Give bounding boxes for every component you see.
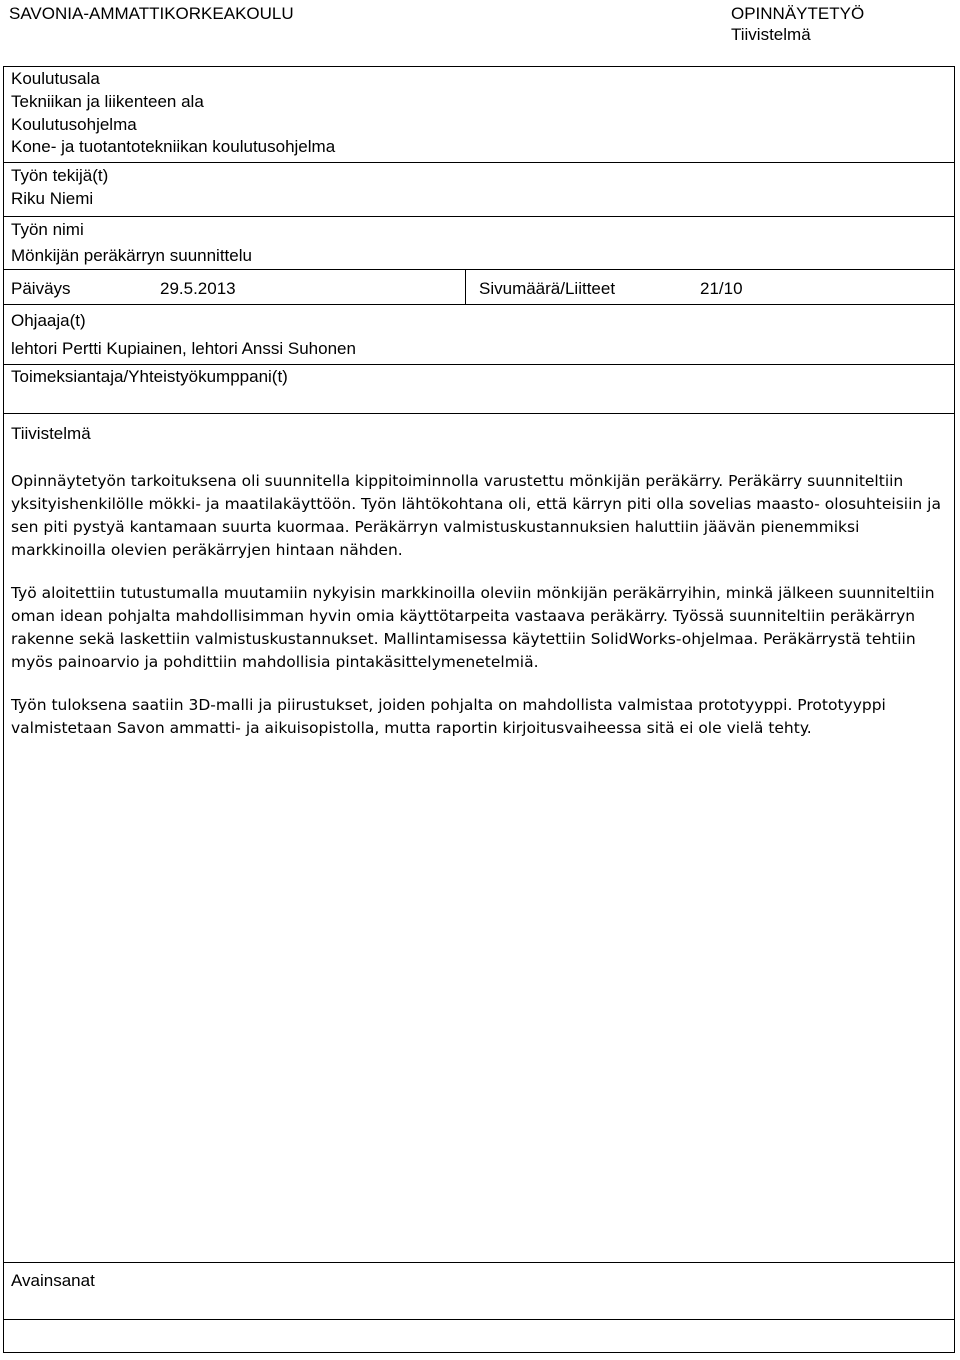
document-subtype: Tiivistelmä bbox=[731, 25, 811, 44]
abstract-paragraph: Työ aloitettiin tutustumalla muutamiin nykyisin markkinoilla oleviin mönkijän peräkärryihin, minkä jälkeen suunniteltiin oman idean pohjalta mahdollisimman hyvin omia käyttötarpeita vastaava peräkärry. Työssä suunniteltiin peräkärryn rakenne sekä laskettiin valmistuskustannukset. Mallintamisessa käytettiin SolidWorks-ohjelmaa. Peräkärrystä tehtiin myös painoarvio ja pohdittiin mahdollisia pintakäsittelymenetelmiä. bbox=[11, 584, 935, 671]
abstract-body bbox=[11, 470, 941, 760]
field-label: Koulutusala bbox=[11, 69, 100, 88]
divider bbox=[4, 269, 954, 270]
pages-value: 21/10 bbox=[700, 279, 743, 298]
date-label: Päiväys bbox=[11, 279, 71, 298]
divider bbox=[4, 364, 954, 365]
abstract-label: Tiivistelmä bbox=[11, 424, 91, 443]
field-value: Tekniikan ja liikenteen ala bbox=[11, 92, 204, 111]
divider bbox=[4, 413, 954, 414]
programme-value: Kone- ja tuotantotekniikan koulutusohjelma bbox=[11, 137, 336, 156]
abstract-paragraph: Opinnäytetyön tarkoituksena oli suunnitella kippitoiminnolla varustettu mönkijän peräkärry. Peräkärry suunniteltiin yksityishenkilölle mökki- ja maatilakäyttöön. Työn lähtökohtana oli, että kärryn piti olla sovelias maasto- olosuhteisiin ja sen piti pystyä kantamaan suurta kuormaa. Peräkärryn valmistuskustannuksien haluttiin jäävän pienemmiksi markkinoilla olevien peräkärryjen hintaan nähden. bbox=[11, 472, 941, 559]
programme-label: Koulutusohjelma bbox=[11, 115, 137, 134]
abstract-paragraph: Työn tuloksena saatiin 3D-malli ja piirustukset, joiden pohjalta on mahdollista valmistaa prototyyppi. Prototyyppi valmistetaan Savon ammatti- ja aikuisopistolla, mutta raportin kirjoitusvaiheessa sitä ei ole vielä tehty. bbox=[11, 696, 886, 737]
divider bbox=[4, 304, 954, 305]
abstract-form bbox=[3, 66, 955, 1353]
title-value: Mönkijän peräkärryn suunnittelu bbox=[11, 246, 252, 265]
divider bbox=[4, 216, 954, 217]
keywords-label: Avainsanat bbox=[11, 1271, 95, 1290]
pages-label: Sivumäärä/Liitteet bbox=[479, 279, 616, 298]
supervisor-label: Ohjaaja(t) bbox=[11, 311, 86, 330]
date-value: 29.5.2013 bbox=[160, 279, 236, 298]
author-value: Riku Niemi bbox=[11, 189, 94, 208]
institution-name: SAVONIA-AMMATTIKORKEAKOULU bbox=[9, 4, 294, 23]
divider bbox=[4, 162, 954, 163]
supervisor-value: lehtori Pertti Kupiainen, lehtori Anssi Suhonen bbox=[11, 339, 356, 358]
client-label: Toimeksiantaja/Yhteistyökumppani(t) bbox=[11, 367, 288, 386]
divider bbox=[4, 1262, 954, 1263]
author-label: Työn tekijä(t) bbox=[11, 166, 109, 185]
document-type: OPINNÄYTETYÖ bbox=[731, 4, 865, 23]
divider bbox=[4, 1319, 954, 1320]
divider bbox=[465, 269, 466, 304]
title-label: Työn nimi bbox=[11, 220, 84, 239]
